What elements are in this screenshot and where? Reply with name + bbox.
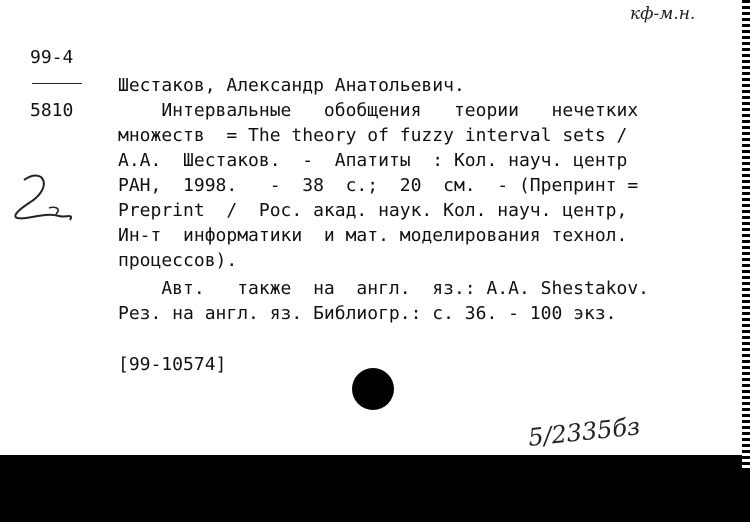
record-number: [99-10574]	[118, 354, 227, 375]
body-line-title: Интервальные обобщения теории нечетких	[118, 100, 639, 121]
body-line-processes: процессов).	[118, 250, 238, 271]
body-line-series: Preprint / Рос. акад. наук. Кол. науч. центр,	[118, 200, 628, 221]
body-line-publisher: А.А. Шестаков. - Апатиты : Кол. науч. центр	[118, 150, 628, 171]
call-number-bottom: 5810	[30, 100, 74, 121]
card-bottom-edge	[0, 455, 750, 522]
call-number-divider	[32, 83, 82, 84]
handwritten-mark-icon	[4, 168, 84, 238]
body-line-note-english: Авт. также на англ. яз.: А.А. Shestakov.	[118, 278, 650, 299]
body-line-imprint: РАН, 1998. - 38 с.; 20 см. - (Препринт =	[118, 175, 639, 196]
body-line-author: Шестаков, Александр Анатольевич.	[118, 75, 465, 96]
corner-handwritten-note: кф-м.н.	[630, 4, 696, 24]
card-right-edge	[742, 0, 750, 470]
call-number-top: 99-4	[30, 47, 74, 68]
punch-hole	[352, 368, 394, 410]
body-line-parallel-title: множеств = The theory of fuzzy interval sets /	[118, 125, 628, 146]
body-line-institute: Ин-т информатики и мат. моделирования технол.	[118, 225, 628, 246]
handwritten-inventory-number: 5/2335бз	[526, 412, 642, 452]
body-line-summary: Рез. на англ. яз. Библиогр.: с. 36. - 100 экз.	[118, 303, 617, 324]
